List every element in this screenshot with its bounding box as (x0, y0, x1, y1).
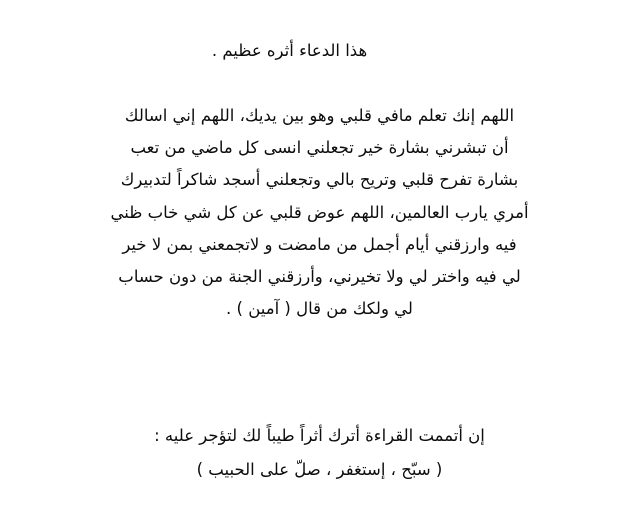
intro-text: هذا الدعاء أثره عظيم . (211, 41, 368, 60)
closing-line: إن أتممت القراءة أترك أثراً طيباً لك لتؤجر عليه : (154, 426, 485, 445)
closing-section (0, 420, 639, 486)
dua-line: لي ولكك من قال ( آمين ) . (226, 299, 413, 319)
dua-body (0, 100, 639, 325)
dua-line: أمري يارب العالمين، اللهم عوض قلبي عن كل شي خاب ظني (110, 202, 529, 222)
closing-line: ( سبّح ، إستغفر ، صلّ على الحبيب ) (196, 460, 443, 480)
dua-line: أن تبشرني بشارة خير تجعلني انسى كل ماضي من تعب (130, 138, 509, 158)
dua-line: فيه وارزقني أيام أجمل من مامضت و لاتجمعني بمن لا خير (122, 234, 517, 254)
dua-line: لي فيه واختر لي ولا تخيرني، وأرزقني الجنة من دون حساب (118, 266, 521, 286)
dua-line: بشارة تفرح قلبي وتريح بالي وتجعلني أسجد شاكراً لتدبيرك (120, 170, 519, 190)
dua-line: اللهم إنك تعلم مافي قلبي وهو بين يديك، اللهم إني اسالك (124, 106, 515, 125)
